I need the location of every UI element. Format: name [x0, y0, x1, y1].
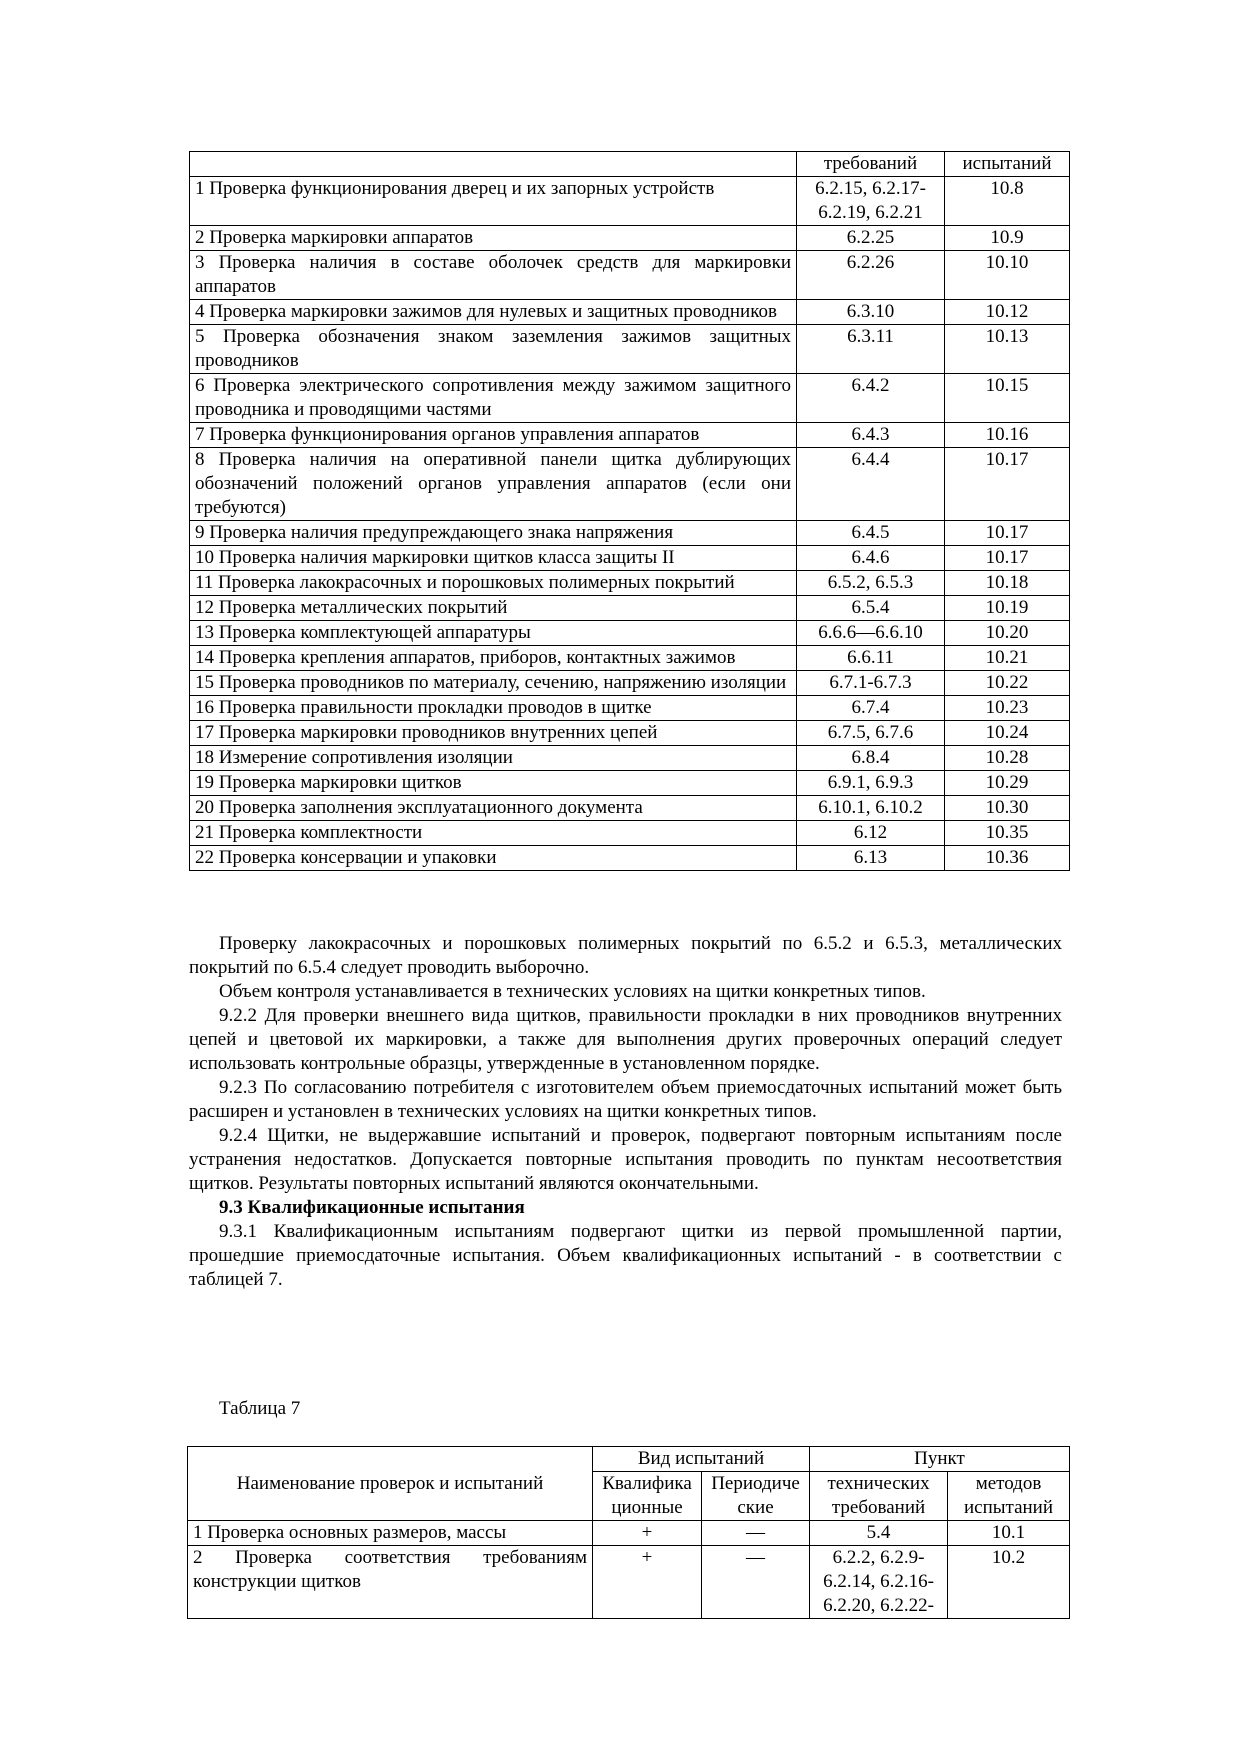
requirements-clause: 6.5.4 [797, 596, 945, 621]
requirements-clause: 6.6.6—6.6.10 [797, 621, 945, 646]
paragraph: Объем контроля устанавливается в технических условиях на щитки конкретных типов. [219, 981, 926, 1002]
requirements-clause: 6.4.2 [797, 374, 945, 423]
periodic-mark: — [702, 1521, 810, 1546]
check-name: 7 Проверка функционирования органов управления аппаратов [190, 423, 797, 448]
test-methods-clause: 10.1 [948, 1521, 1070, 1546]
header-clause: Пункт [810, 1447, 1070, 1472]
test-clause: 10.29 [945, 771, 1070, 796]
requirements-clause: 6.2.26 [797, 251, 945, 300]
paragraph: 9.3.1 Квалификационным испытаниям подвергают щитки из первой промышленной партии, прошедшие приемосдаточные испытания. Объем квалификационных испытаний - в соответствии с таблицей 7. [189, 1221, 1062, 1290]
test-clause: 10.17 [945, 521, 1070, 546]
table-row [190, 177, 1070, 226]
header-requirements: требований [797, 152, 945, 177]
check-name: 13 Проверка комплектующей аппаратуры [190, 621, 797, 646]
check-name: 22 Проверка консервации и упаковки [190, 846, 797, 871]
header-qualification: Квалификационные [593, 1472, 702, 1521]
check-name: 10 Проверка наличия маркировки щитков класса защиты II [190, 546, 797, 571]
header-tech-requirements: технических требований [810, 1472, 948, 1521]
table-row [190, 251, 1070, 300]
table-row [190, 300, 1070, 325]
test-clause: 10.15 [945, 374, 1070, 423]
table-row [190, 771, 1070, 796]
check-name: 21 Проверка комплектности [190, 821, 797, 846]
table-row [188, 1521, 1070, 1546]
header-periodic: Периодические [702, 1472, 810, 1521]
requirements-clause: 6.4.5 [797, 521, 945, 546]
check-name: 20 Проверка заполнения эксплуатационного документа [190, 796, 797, 821]
check-name: 11 Проверка лакокрасочных и порошковых полимерных покрытий [190, 571, 797, 596]
test-clause: 10.30 [945, 796, 1070, 821]
test-clause: 10.23 [945, 696, 1070, 721]
requirements-clause: 6.13 [797, 846, 945, 871]
test-clause: 10.16 [945, 423, 1070, 448]
check-name: 9 Проверка наличия предупреждающего знака напряжения [190, 521, 797, 546]
tech-requirements-clause: 6.2.2, 6.2.9-6.2.14, 6.2.16-6.2.20, 6.2.22- [810, 1546, 948, 1619]
table-row [190, 721, 1070, 746]
paragraph: 9.2.3 По согласованию потребителя с изготовителем объем приемосдаточных испытаний может быть расширен и установлен в технических условиях на щитки конкретных типов. [189, 1077, 1062, 1122]
requirements-clause: 6.8.4 [797, 746, 945, 771]
table-row [190, 671, 1070, 696]
test-clause: 10.18 [945, 571, 1070, 596]
check-name: 15 Проверка проводников по материалу, сечению, напряжению изоляции [190, 671, 797, 696]
check-name: 19 Проверка маркировки щитков [190, 771, 797, 796]
tech-requirements-clause: 5.4 [810, 1521, 948, 1546]
requirements-clause: 6.3.11 [797, 325, 945, 374]
body-text [189, 932, 1062, 1292]
table-row [190, 423, 1070, 448]
test-clause: 10.35 [945, 821, 1070, 846]
requirements-clause: 6.3.10 [797, 300, 945, 325]
header-name [190, 152, 797, 177]
table-row [190, 821, 1070, 846]
check-name: 6 Проверка электрического сопротивления между зажимом защитного проводника и проводящими частями [190, 374, 797, 423]
table-row [190, 621, 1070, 646]
requirements-clause: 6.7.5, 6.7.6 [797, 721, 945, 746]
test-clause: 10.19 [945, 596, 1070, 621]
check-name: 12 Проверка металлических покрытий [190, 596, 797, 621]
check-name: 18 Измерение сопротивления изоляции [190, 746, 797, 771]
table-row [190, 325, 1070, 374]
qualification-mark: + [593, 1546, 702, 1619]
check-name: 16 Проверка правильности прокладки проводов в щитке [190, 696, 797, 721]
check-name: 1 Проверка функционирования дверец и их запорных устройств [190, 177, 797, 226]
requirements-clause: 6.4.4 [797, 448, 945, 521]
check-name: 14 Проверка крепления аппаратов, приборов, контактных зажимов [190, 646, 797, 671]
table-row [190, 696, 1070, 721]
requirements-clause: 6.7.1-6.7.3 [797, 671, 945, 696]
table-row [190, 448, 1070, 521]
table-caption: Таблица 7 [219, 1398, 301, 1419]
table-row [190, 521, 1070, 546]
table-7 [187, 1446, 1070, 1619]
table-row [190, 226, 1070, 251]
test-clause: 10.13 [945, 325, 1070, 374]
test-clause: 10.17 [945, 448, 1070, 521]
table-row [190, 374, 1070, 423]
header-tests: испытаний [945, 152, 1070, 177]
table-header-row [188, 1447, 1070, 1472]
test-clause: 10.20 [945, 621, 1070, 646]
table-row [190, 646, 1070, 671]
header-test-methods: методов испытаний [948, 1472, 1070, 1521]
table-header-row [190, 152, 1070, 177]
check-name: 4 Проверка маркировки зажимов для нулевых и защитных проводников [190, 300, 797, 325]
paragraph: Проверку лакокрасочных и порошковых полимерных покрытий по 6.5.2 и 6.5.3, металлических покрытий по 6.5.4 следует проводить выборочно. [189, 933, 1062, 978]
check-name: 8 Проверка наличия на оперативной панели щитка дублирующих обозначений положений органов управления аппаратов (если они требуются) [190, 448, 797, 521]
table-row [190, 596, 1070, 621]
test-clause: 10.9 [945, 226, 1070, 251]
test-clause: 10.17 [945, 546, 1070, 571]
table-6-continuation [189, 151, 1070, 871]
table-row [190, 571, 1070, 596]
test-clause: 10.12 [945, 300, 1070, 325]
test-clause: 10.21 [945, 646, 1070, 671]
table-row [190, 846, 1070, 871]
requirements-clause: 6.4.3 [797, 423, 945, 448]
check-name: 2 Проверка маркировки аппаратов [190, 226, 797, 251]
periodic-mark: — [702, 1546, 810, 1619]
requirements-clause: 6.6.11 [797, 646, 945, 671]
requirements-clause: 6.12 [797, 821, 945, 846]
requirements-clause: 6.4.6 [797, 546, 945, 571]
test-clause: 10.22 [945, 671, 1070, 696]
header-test-type: Вид испытаний [593, 1447, 810, 1472]
test-clause: 10.8 [945, 177, 1070, 226]
requirements-clause: 6.10.1, 6.10.2 [797, 796, 945, 821]
check-name: 17 Проверка маркировки проводников внутренних цепей [190, 721, 797, 746]
section-heading: 9.3 Квалификационные испытания [219, 1197, 525, 1218]
test-clause: 10.36 [945, 846, 1070, 871]
requirements-clause: 6.2.15, 6.2.17-6.2.19, 6.2.21 [797, 177, 945, 226]
test-methods-clause: 10.2 [948, 1546, 1070, 1619]
requirements-clause: 6.7.4 [797, 696, 945, 721]
table-row [190, 746, 1070, 771]
test-clause: 10.28 [945, 746, 1070, 771]
table-row [188, 1546, 1070, 1619]
table-row [190, 546, 1070, 571]
check-name: 2 Проверка соответствия требованиям конструкции щитков [188, 1546, 593, 1619]
paragraph: 9.2.2 Для проверки внешнего вида щитков, правильности прокладки в них проводников внутренних цепей и цветовой их маркировки, а также для выполнения других проверочных операций следует использовать контрольные образцы, утвержденные в установленном порядке. [189, 1005, 1062, 1074]
check-name: 3 Проверка наличия в составе оболочек средств для маркировки аппаратов [190, 251, 797, 300]
check-name: 1 Проверка основных размеров, массы [188, 1521, 593, 1546]
test-clause: 10.24 [945, 721, 1070, 746]
header-check-name: Наименование проверок и испытаний [188, 1447, 593, 1521]
requirements-clause: 6.5.2, 6.5.3 [797, 571, 945, 596]
requirements-clause: 6.9.1, 6.9.3 [797, 771, 945, 796]
check-name: 5 Проверка обозначения знаком заземления зажимов защитных проводников [190, 325, 797, 374]
qualification-mark: + [593, 1521, 702, 1546]
requirements-clause: 6.2.25 [797, 226, 945, 251]
table-row [190, 796, 1070, 821]
paragraph: 9.2.4 Щитки, не выдержавшие испытаний и проверок, подвергают повторным испытаниям после устранения недостатков. Допускается повторные испытания проводить по пунктам несоответствия щитков. Результаты повторных испытаний являются окончательными. [189, 1125, 1062, 1194]
test-clause: 10.10 [945, 251, 1070, 300]
